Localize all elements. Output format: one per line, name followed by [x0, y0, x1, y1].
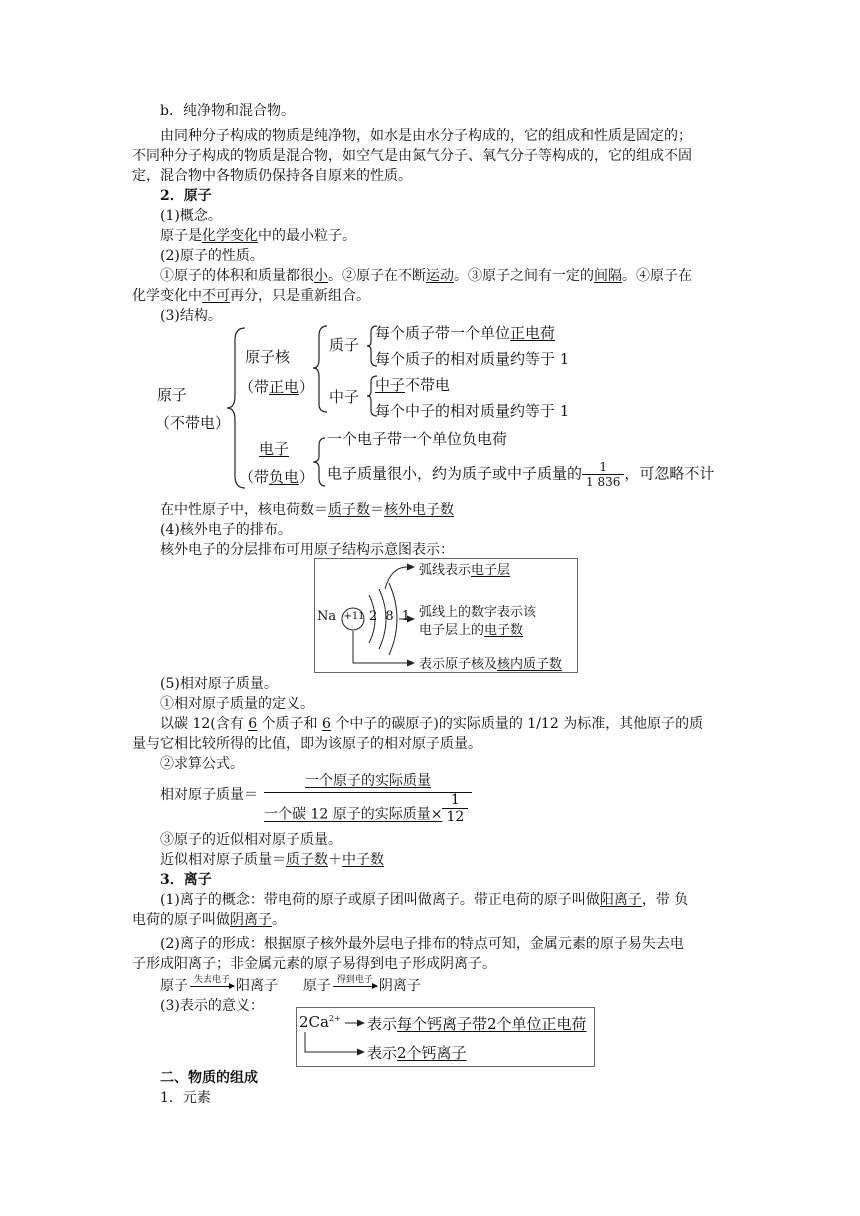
label-proton: 质子 — [329, 336, 360, 354]
paragraph-line: 由同种分子构成的物质是纯净物，如水是由水分子构成的，它的组成和性质是固定的； — [160, 128, 692, 144]
electron-line-1: 一个电子带一个单位负电荷 — [327, 430, 508, 448]
nucleus-charge: +11 — [343, 611, 365, 622]
section-heading-composition: 二、物质的组成 — [160, 1070, 258, 1086]
formula-denominator: 一个碳 12 原子的实际质量× $\frac{1}{12}$ — [264, 798, 468, 831]
meaning-heading: (3)表示的意义： — [160, 998, 264, 1014]
fraction-bar — [264, 792, 472, 793]
proton-line-1: 每个质子带一个单位正电荷 — [375, 324, 556, 342]
proton-line-2: 每个质子的相对质量约等于 1 — [375, 350, 570, 368]
section-heading-ion: 3．离子 — [160, 872, 212, 888]
layer-numbers: 2 8 1 — [369, 609, 413, 624]
label-electron-note: （带负电） — [239, 468, 315, 486]
ion-symbol: $2Ca^{2+}$ — [299, 1013, 341, 1031]
ram-def-text-cont: 量与它相比较所得的比值，即为该原子的相对原子质量。 — [132, 736, 482, 752]
ion-concept: (1)离子的概念：带电荷的原子或原子团叫做离子。带正电荷的原子叫做阳离子，带 负 — [160, 892, 689, 908]
meaning-line-2: 表示2个钙离子 — [367, 1044, 467, 1062]
structure-heading: (3)结构。 — [160, 308, 222, 324]
ion-formation-arrows: 原子 失去电子 阳离子 原子 得到电子 阴离子 — [160, 975, 421, 994]
diagram-label-2b: 电子层上的电子数 — [419, 623, 524, 638]
ram-heading: (5)相对原子质量。 — [160, 676, 278, 692]
element-symbol: Na — [317, 609, 337, 624]
atom-structure-tree — [155, 320, 775, 495]
property-text-cont: 化学变化中不可再分，只是重新组合。 — [132, 288, 370, 304]
subheading-pure-mixture: b．纯净物和混合物。 — [160, 103, 295, 119]
atom-diagram — [314, 558, 578, 673]
subheading-element: 1．元素 — [160, 1090, 211, 1106]
property-text: ①原子的体积和质量都很小。②原子在不断运动。③原子之间有一定的间隔。④原子在 — [160, 268, 692, 284]
ram-def-heading: ①相对原子质量的定义。 — [160, 696, 314, 712]
formula-heading: ②求算公式。 — [160, 756, 244, 772]
label-atom-note: （不带电） — [155, 414, 231, 432]
ram-def-text: 以碳 12(含有 6 个质子和 6 个中子的碳原子)的实际质量的 1/12 为标准，其他原子的质 — [160, 716, 704, 732]
concept-text: 原子是化学变化中的最小粒子。 — [160, 228, 356, 244]
label-nucleus-note: （带正电） — [239, 378, 315, 396]
section-heading-atom: 2．原子 — [160, 188, 212, 204]
formula-lhs: 相对原子质量＝ — [160, 787, 258, 803]
label-nucleus: 原子核 — [245, 348, 291, 366]
label-atom: 原子 — [157, 386, 188, 404]
concept-heading: (1)概念。 — [160, 208, 222, 224]
ion-concept-cont: 电荷的原子叫做阴离子。 — [132, 912, 286, 928]
property-heading: (2)原子的性质。 — [160, 248, 264, 264]
diagram-label-2a: 弧线上的数字表示该 — [419, 605, 537, 620]
neutron-line-1: 中子不带电 — [375, 376, 451, 394]
diagram-label-3: 表示原子核及核内质子数 — [419, 657, 563, 672]
neutron-line-2: 每个中子的相对质量约等于 1 — [375, 402, 570, 420]
label-electron: 电子 — [259, 440, 290, 458]
label-neutron: 中子 — [329, 388, 360, 406]
paragraph-line: 不同种分子构成的物质是混合物，如空气是由氮气分子、氧气分子等构成的，它的组成不固 — [132, 148, 692, 164]
arrangement-heading: (4)核外电子的排布。 — [160, 522, 292, 538]
arrangement-text: 核外电子的分层排布可用原子结构示意图表示： — [160, 542, 454, 558]
neutral-atom-text: 在中性原子中，核电荷数＝质子数＝核外电子数 — [160, 502, 454, 518]
ion-meaning-box — [296, 1007, 595, 1067]
electron-line-2: 电子质量很小，约为质子或中子质量的 $\frac{1}{1 836}$ ，可忽略不计 — [327, 460, 715, 489]
ion-formation-cont: 子形成阳离子；非金属元素的原子易得到电子形成阴离子。 — [132, 956, 496, 972]
diagram-label-1: 弧线表示电子层 — [419, 563, 511, 578]
formula-numerator: 一个原子的实际质量 — [305, 773, 431, 789]
ion-formation: (2)离子的形成：根据原子核外最外层电子排布的特点可知，金属元素的原子易失去电 — [160, 936, 684, 952]
approx-text: 近似相对原子质量＝质子数＋中子数 — [160, 852, 384, 868]
paragraph-line: 定，混合物中各物质仍保持各自原来的性质。 — [132, 168, 412, 184]
approx-heading: ③原子的近似相对原子质量。 — [160, 832, 342, 848]
meaning-line-1: 表示每个钙离子带2个单位正电荷 — [367, 1015, 587, 1033]
